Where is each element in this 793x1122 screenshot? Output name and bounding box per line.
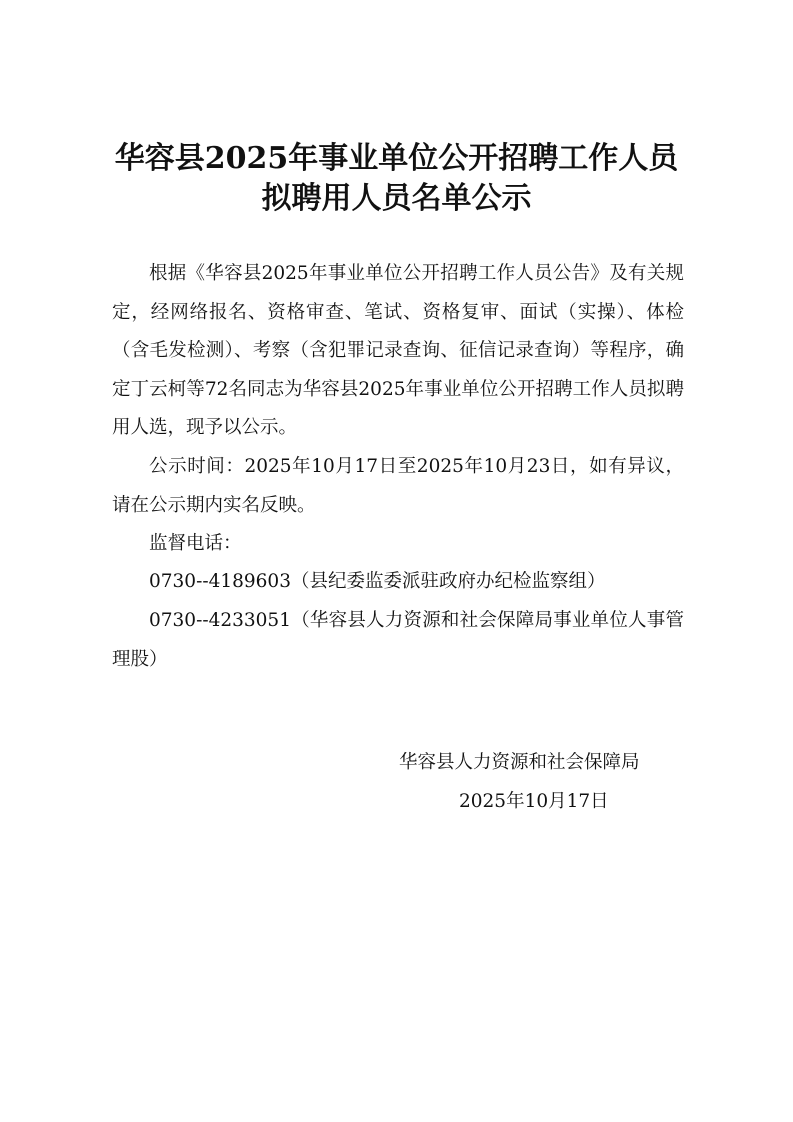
publicity-time-paragraph: 公示时间：2025年10月17日至2025年10月23日，如有异议，请在公示期内实名反映。 bbox=[112, 456, 684, 516]
document-title-line1: 华容县2025年事业单位公开招聘工作人员 bbox=[114, 141, 679, 176]
signature-organization: 华容县人力资源和社会保障局 bbox=[399, 752, 640, 773]
supervision-phone-2: 0730--4233051（华容县人力资源和社会保障局事业单位人事管理股） bbox=[112, 610, 684, 670]
signature-date: 2025年10月17日 bbox=[459, 791, 609, 812]
main-paragraph: 根据《华容县2025年事业单位公开招聘工作人员公告》及有关规定，经网络报名、资格审查、笔试、资格复审、面试（实操）、体检（含毛发检测）、考察（含犯罪记录查询、征信记录查询）等程序，确定丁云柯等72名同志为华容县2025年事业单位公开招聘工作人员拟聘用人选，现予以公示。 bbox=[112, 263, 684, 438]
supervision-phone-1: 0730--4189603（县纪委监委派驻政府办纪检监察组） bbox=[149, 571, 606, 592]
supervision-phone-label: 监督电话： bbox=[149, 533, 242, 554]
document-title-line2: 拟聘用人员名单公示 bbox=[261, 181, 532, 216]
